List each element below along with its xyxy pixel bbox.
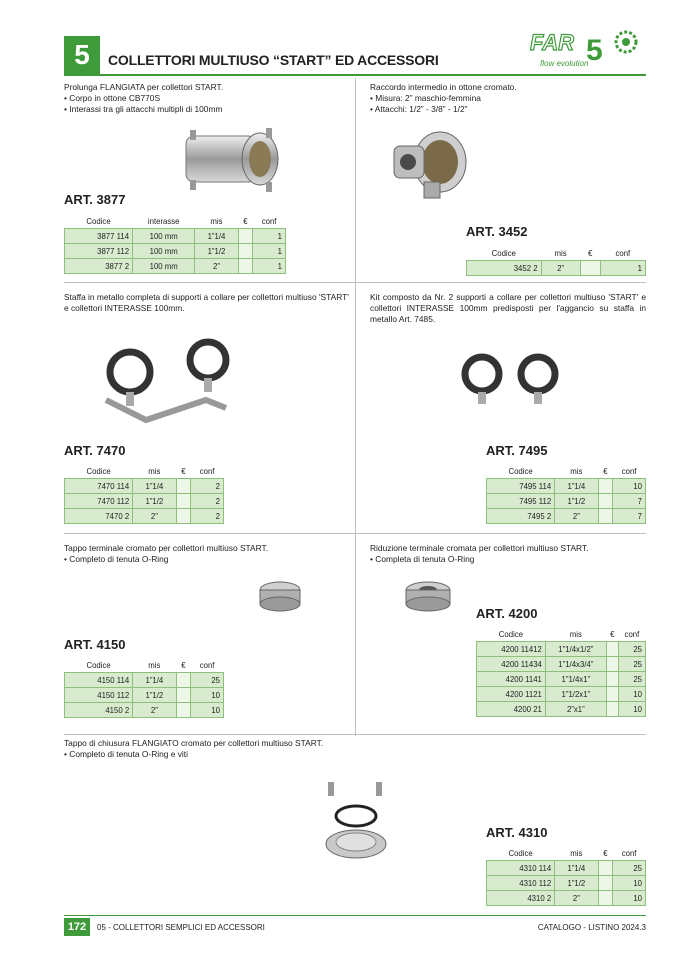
product-3877-art: ART. 3877 [64,192,126,207]
product-7495-art: ART. 7495 [486,443,548,458]
product-4310-art: ART. 4310 [486,825,548,840]
logo-brand: FAR [530,30,574,55]
page-title: COLLETTORI MULTIUSO “START” ED ACCESSORI [108,52,439,68]
table-row: 4150 2 2” 10 [65,703,224,718]
product-4310-image [318,778,394,864]
table-row: 4200 1121 1”1/2x1” 10 [477,687,646,702]
product-3452-image [388,126,470,204]
product-3452-art: ART. 3452 [466,224,528,239]
table-row: 4200 11434 1”1/4x3/4” 25 [477,657,646,672]
product-4310-description: Tappo di chiusura FLANGIATO cromato per collettori multiuso START. • Completo di tenuta O-Ring e viti [64,738,464,760]
table-row: 3877 114 100 mm 1”1/4 1 [65,229,286,244]
table-row: 4200 11412 1”1/4x1/2” 25 [477,642,646,657]
product-4150-description: Tappo terminale cromato per collettori multiuso START. • Completo di tenuta O-Ring [64,543,349,565]
far-logo [526,26,646,70]
footer-catalog: CATALOGO - LISTINO 2024.3 [537,923,646,932]
product-4150-image [254,578,306,614]
product-3452-description: Raccordo intermedio in ottone cromato. • Misura: 2” maschio-femmina • Attacchi: 1/2” - 3/8” - 1/2” [370,82,646,115]
row-divider [64,282,646,283]
table-row: 3877 112 100 mm 1”1/2 1 [65,244,286,259]
header-rule [64,74,646,76]
table-row: 4310 112 1”1/2 10 [487,876,646,891]
product-4150-art: ART. 4150 [64,637,126,652]
page-number: 172 [64,918,90,936]
product-4200-image [400,578,456,614]
product-3877-image [172,124,292,196]
table-row: 7495 2 2” 7 [487,509,646,524]
product-7470-image [96,338,246,428]
product-3452-table: Codice mis € conf 3452 2 2” 1 [466,246,646,276]
product-4150-table: Codice mis € conf 4150 114 1”1/4 25 4150 112 1”1/2 10 4150 2 2” 10 [64,658,224,718]
product-4310-table: Codice mis € conf 4310 114 1”1/4 25 4310 112 1”1/2 10 4310 2 2” 10 [486,846,646,906]
product-7495-description: Kit composto da Nr. 2 supporti a collare per collettori multiuso 'START' e collettori INTERASSE 100mm predisposti per l'aggancio su staffa in metallo Art. 7485. [370,292,646,324]
table-row: 7470 114 1”1/4 2 [65,479,224,494]
footer-rule [64,915,646,916]
column-divider [355,78,356,736]
table-row: 4310 2 2” 10 [487,891,646,906]
product-4200-description: Riduzione terminale cromata per collettori multiuso START. • Completa di tenuta O-Ring [370,543,646,565]
table-row: 3452 2 2” 1 [467,261,646,276]
product-7495-image [458,348,562,412]
table-row: 3877 2 100 mm 2” 1 [65,259,286,274]
product-3877-table: Codice interasse mis € conf 3877 114 100 mm 1”1/4 1 3877 112 100 mm 1”1/2 1 3877 2 100 mm 2” 1 [64,214,286,274]
product-4200-table: Codice mis € conf 4200 11412 1”1/4x1/2” 25 4200 11434 1”1/4x3/4” 25 4200 1141 1”1/4x1” 25 4200 1121 1”1/2x1” 10 4200 21 2”x1” 10 [476,627,646,717]
footer-section: 05 - COLLETTORI SEMPLICI ED ACCESSORI [97,923,265,932]
product-7470-art: ART. 7470 [64,443,126,458]
logo-number: 5 [586,34,603,67]
product-7470-description: Staffa in metallo completa di supporti a collare per collettori multiuso 'START' e collettori INTERASSE 100mm. [64,292,349,313]
table-row: 7470 2 2” 2 [65,509,224,524]
product-7470-table: Codice mis € conf 7470 114 1”1/4 2 7470 112 1”1/2 2 7470 2 2” 2 [64,464,224,524]
logo-tagline: flow evolution [540,59,589,68]
table-row: 7470 112 1”1/2 2 [65,494,224,509]
table-row: 4150 112 1”1/2 10 [65,688,224,703]
section-number: 5 [64,36,100,74]
product-7495-table: Codice mis € conf 7495 114 1”1/4 10 7495 112 1”1/2 7 7495 2 2” 7 [486,464,646,524]
row-divider [64,533,646,534]
table-row: 4200 21 2”x1” 10 [477,702,646,717]
row-divider [64,734,646,735]
table-row: 7495 114 1”1/4 10 [487,479,646,494]
product-4200-art: ART. 4200 [476,606,538,621]
product-3877-description: Prolunga FLANGIATA per collettori START. • Corpo in ottone CB770S • Interassi tra gli attacchi multipli di 100mm [64,82,349,115]
table-row: 4200 1141 1”1/4x1” 25 [477,672,646,687]
table-row: 7495 112 1”1/2 7 [487,494,646,509]
table-row: 4310 114 1”1/4 25 [487,861,646,876]
table-row: 4150 114 1”1/4 25 [65,673,224,688]
